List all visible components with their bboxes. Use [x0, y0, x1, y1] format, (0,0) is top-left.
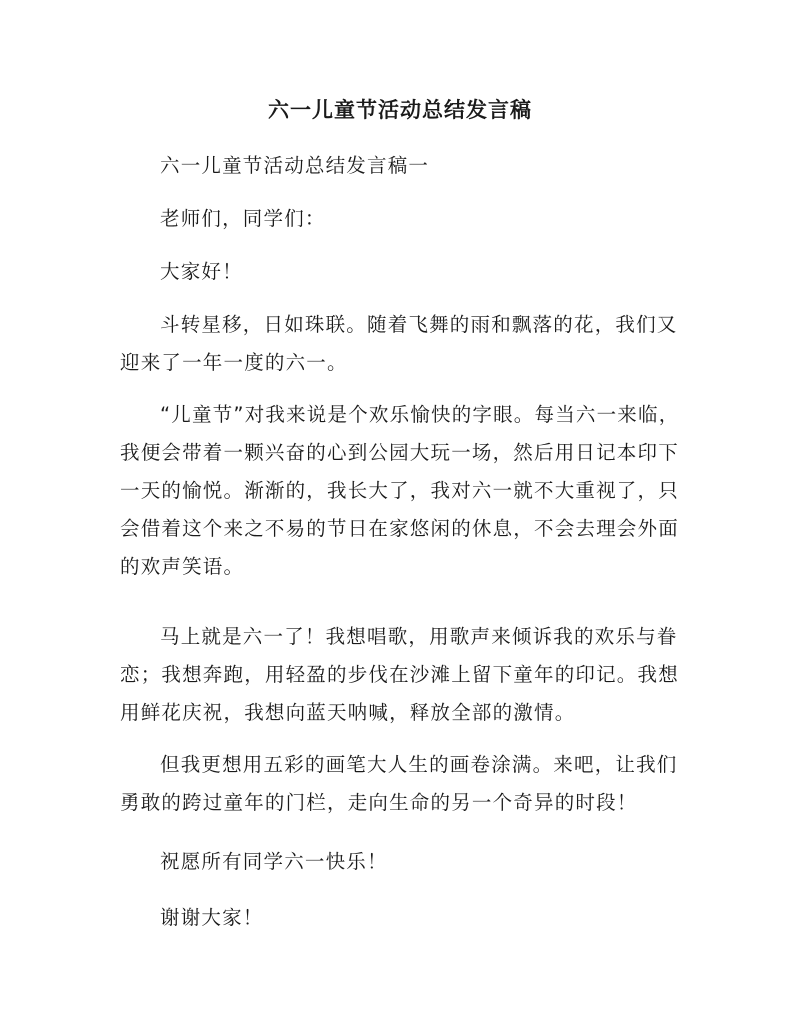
text-line: 用鲜花庆祝，我想向蓝天呐喊，释放全部的激情。 — [120, 701, 576, 724]
text-line: 的欢声笑语。 — [120, 555, 245, 578]
paragraph — [120, 899, 680, 937]
text-line: 谢谢大家！ — [160, 906, 264, 929]
text-line: 迎来了一年一度的六一。 — [120, 351, 348, 374]
text-line: 勇敢的跨过童年的门栏，走向生命的另一个奇异的时段！ — [120, 791, 638, 814]
text-line: 但我更想用五彩的画笔大人生的画卷涂满。来吧，让我们 — [160, 753, 678, 776]
paragraph — [120, 396, 680, 586]
text-line: 老师们，同学们： — [160, 207, 326, 230]
text-line: 我便会带着一颗兴奋的心到公园大玩一场，然后用日记本印下 — [120, 441, 679, 464]
text-line: “儿童节”对我来说是个欢乐愉快的字眼。每当六一来临， — [160, 403, 680, 426]
paragraph — [120, 147, 680, 185]
text-line: 六一儿童节活动总结发言稿一 — [160, 154, 430, 177]
paragraph — [120, 306, 680, 382]
text-line: 马上就是六一了！我想唱歌，用歌声来倾诉我的欢乐与眷 — [160, 625, 678, 648]
text-line: 斗转星移，日如珠联。随着飞舞的雨和飘落的花，我们又 — [160, 313, 678, 336]
paragraph — [120, 843, 680, 881]
text-line: 一天的愉悦。渐渐的，我长大了，我对六一就不大重视了，只 — [120, 479, 679, 502]
text-line: 祝愿所有同学六一快乐！ — [160, 850, 388, 873]
paragraph — [120, 253, 680, 291]
text-line: 会借着这个来之不易的节日在家悠闲的休息，不会去理会外面 — [120, 517, 679, 540]
paragraph — [120, 200, 680, 238]
text-line: 大家好！ — [160, 260, 243, 283]
paragraph — [120, 746, 680, 822]
text-line: 恋；我想奔跑，用轻盈的步伐在沙滩上留下童年的印记。我想 — [120, 663, 679, 686]
document-title: 六一儿童节活动总结发言稿 — [268, 98, 532, 122]
paragraph — [120, 618, 680, 732]
